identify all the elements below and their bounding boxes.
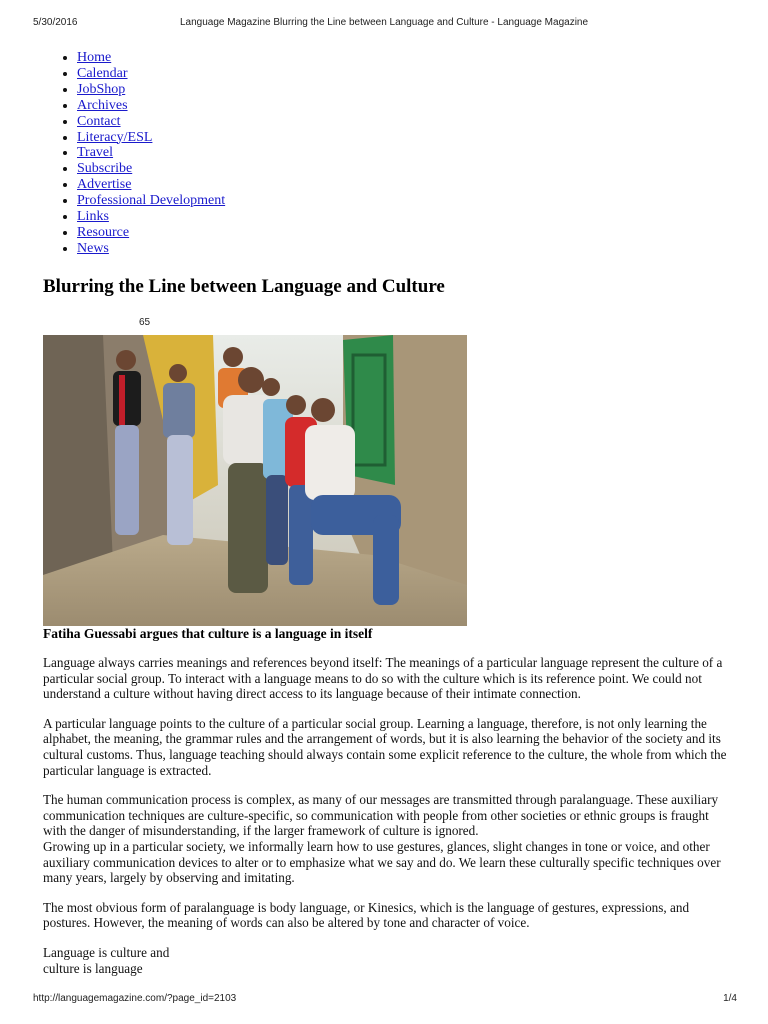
nav-item-contact: [77, 114, 225, 130]
body-paragraph: The human communication process is complex, as many of our messages are transmitted through paralanguage. These auxiliary communication techniques are culture-specific, so communication with people from other societies or ethnic groups is fraught with the danger of misunderstanding, if the larger framework of culture is ignored.: [43, 792, 719, 839]
share-count: 65: [139, 317, 151, 328]
print-date: 5/30/2016: [33, 17, 78, 28]
nav-link-news[interactable]: News: [77, 240, 109, 256]
body-paragraph: Language always carries meanings and references beyond itself: The meanings of a particular language represent the culture of a particular social group. To interact with a language means to do so with the culture which is its reference point. We could not understand a culture without having direct access to its language because of their intimate connection.: [43, 655, 723, 702]
body-paragraph: Language is culture and: [43, 944, 170, 960]
print-header: [0, 17, 768, 31]
nav-item-home: [77, 50, 225, 66]
nav-item-literacy-esl: [77, 130, 225, 146]
nav-item-calendar: [77, 66, 225, 82]
print-url: http://languagemagazine.com/?page_id=2103: [33, 993, 237, 1004]
nav-link-resource[interactable]: Resource: [77, 224, 130, 240]
nav-link-home[interactable]: Home: [77, 50, 112, 65]
nav-link-literacy-esl[interactable]: Literacy/ESL: [77, 129, 153, 145]
print-footer: [0, 993, 768, 1007]
nav-item-archives: [77, 98, 225, 114]
nav-link-jobshop[interactable]: JobShop: [77, 81, 126, 97]
body-paragraph: A particular language points to the culture of a particular social group. Learning a language, therefore, is not only learning the alphabet, the meaning, the grammar rules and the arrangement of words, but it is also learning the behavior of the society and its cultural customs. Thus, language teaching should always contain some explicit reference to the culture, the whole from which the particular language is extracted.: [43, 715, 727, 778]
nav-link-contact[interactable]: Contact: [77, 113, 121, 129]
site-nav: [42, 50, 225, 257]
nav-item-advertise: [77, 177, 225, 193]
nav-link-archives[interactable]: Archives: [77, 97, 128, 113]
page-number: 1/4: [723, 993, 737, 1004]
nav-item-news: [77, 241, 225, 257]
nav-link-calendar[interactable]: Calendar: [77, 65, 128, 81]
photo-caption: Fatiha Guessabi argues that culture is a language in itself: [43, 626, 373, 641]
nav-item-jobshop: [77, 82, 225, 98]
print-page-title: Language Magazine Blurring the Line between Language and Culture - Language Magazine: [179, 17, 589, 28]
nav-item-resource: [77, 225, 225, 241]
nav-item-subscribe: [77, 161, 225, 177]
nav-link-professional-development[interactable]: Professional Development: [77, 193, 226, 209]
nav-item-links: [77, 209, 225, 225]
body-paragraph: The most obvious form of paralanguage is body language, or Kinesics, which is the language of gestures, expressions, and postures. However, the meaning of words can also be altered by tone and character of voice.: [43, 899, 690, 931]
body-paragraph: culture is language: [43, 960, 143, 976]
nav-link-links[interactable]: Links: [77, 209, 109, 225]
nav-item-professional-development: [77, 193, 225, 209]
nav-link-travel[interactable]: Travel: [77, 145, 114, 161]
nav-link-advertise[interactable]: Advertise: [77, 177, 132, 193]
article-title: Blurring the Line between Language and Culture: [43, 276, 445, 297]
nav-item-travel: [77, 145, 225, 161]
body-paragraph: Growing up in a particular society, we informally learn how to use gestures, glances, slight changes in tone or voice, and other auxiliary communication devices to alter or to emphasize what we say and do. We learn these culturally specific techniques over many years, largely by observing and imitating.: [43, 838, 721, 886]
article-body: [43, 655, 733, 976]
article-photo: [43, 335, 467, 626]
nav-link-subscribe[interactable]: Subscribe: [77, 161, 133, 177]
